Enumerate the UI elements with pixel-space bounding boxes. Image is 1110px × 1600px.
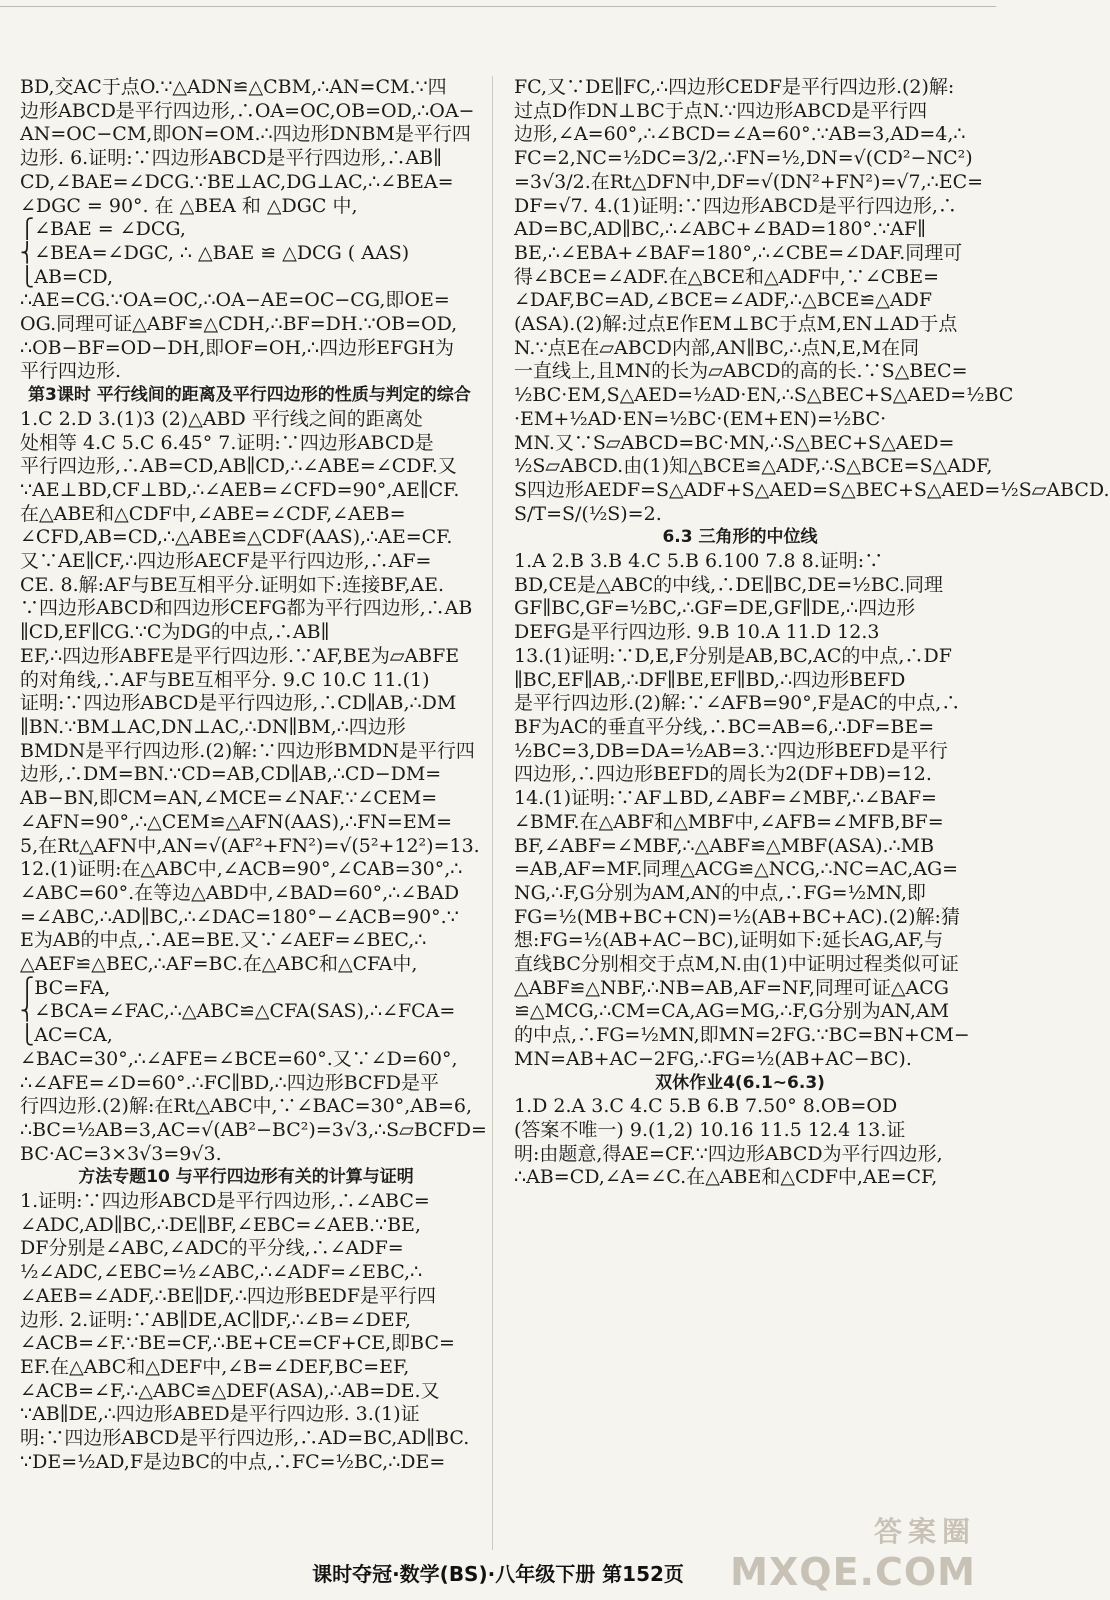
text-line: E为AB的中点,∴AE=BE.又∵∠AEF=∠BEC,∴ — [20, 929, 427, 952]
text-line: ≌△MCG,∴CM=CA,AG=MG,∴F,G分别为AN,AM — [514, 1000, 950, 1023]
text-line: BE,∴∠EBA+∠BAF=180°,∴∠CBE=∠DAF.同理可 — [514, 241, 963, 264]
text-line: ⎧∠BAE = ∠DCG, — [20, 218, 186, 241]
text-line: ∥BN.∵BM⊥AC,DN⊥AC,∴DN∥BM,∴四边形 — [20, 715, 406, 738]
text-line: 处相等 4.C 5.C 6.45° 7.证明:∵四边形ABCD是 — [20, 431, 434, 454]
text-line: BC·AC=3×3√3=9√3. — [20, 1142, 222, 1165]
text-line: ½S▱ABCD.由(1)知△BCE≌△ADF,∴S△BCE=S△ADF, — [514, 455, 993, 478]
text-line: 平行四边形. — [20, 360, 122, 383]
section-heading: 方法专题10 与平行四边形有关的计算与证明 — [78, 1167, 414, 1188]
text-line: =∠ABC,∴AD∥BC,∴∠DAC=180°−∠ACB=90°.∵ — [20, 905, 459, 928]
section-heading: 6.3 三角形的中位线 — [662, 527, 818, 548]
text-line: ⎩AB=CD, — [20, 265, 113, 288]
text-line: 5,在Rt△AFN中,AN=√(AF²+FN²)=√(5²+12²)=13. — [20, 834, 480, 857]
text-line: ∠ACB=∠F.∵BE=CF,∴BE+CE=CF+CE,即BC= — [20, 1332, 455, 1355]
text-line: ∵AE⊥BD,CF⊥BD,∴∠AEB=∠CFD=90°,AE∥CF. — [20, 478, 460, 501]
text-line: ⎧BC=FA, — [20, 976, 111, 999]
text-line: EF.在△ABC和△DEF中,∠B=∠DEF,BC=EF, — [20, 1355, 410, 1378]
text-line: 证明:∵四边形ABCD是平行四边形,∴CD∥AB,∴DM — [20, 692, 457, 715]
text-line: ·EM+½AD·EN=½BC·(EM+EN)=½BC· — [514, 407, 887, 430]
text-line: EF,∴四边形ABFE是平行四边形.∵AF,BE为▱ABFE — [20, 644, 460, 667]
section-heading: 第3课时 平行线间的距离及平行四边形的性质与判定的综合 — [28, 385, 471, 406]
right-column — [514, 76, 1110, 1190]
text-line: 1.A 2.B 3.B 4.C 5.B 6.100 7.8 8.证明:∵ — [514, 550, 884, 573]
text-line: MN.又∵S▱ABCD=BC·MN,∴S△BEC+S△AED= — [514, 431, 955, 454]
text-line: ∠ADC,AD∥BC,∴DE∥BF,∠EBC=∠AEB.∵BE, — [20, 1213, 421, 1236]
text-line: ∠BAC=30°,∴∠AFE=∠BCE=60°.又∵∠D=60°, — [20, 1047, 458, 1070]
text-line: ∵四边形ABCD和四边形CEFG都为平行四边形,∴AB — [20, 597, 473, 620]
text-line: BMDN是平行四边形.(2)解:∵四边形BMDN是平行四 — [20, 739, 475, 762]
text-line: ∠AEB=∠ADF,∴BE∥DF,∴四边形BEDF是平行四 — [20, 1284, 437, 1307]
watermark-cn: 答案圈 — [873, 1515, 976, 1548]
text-line: 边形,∴DM=BN.∵CD=AB,CD∥AB,∴CD−DM= — [20, 763, 442, 786]
text-line: 14.(1)证明:∵AF⊥BD,∠ABF=∠MBF,∴∠BAF= — [514, 787, 937, 810]
text-line: FC,又∵DE∥FC,∴四边形CEDF是平行四边形.(2)解: — [514, 76, 955, 98]
text-line: 一直线上,且MN的长为▱ABCD的高的长.∵S△BEC= — [514, 360, 968, 383]
text-line: ∴∠AFE=∠D=60°.∴FC∥BD,∴四边形BCFD是平 — [20, 1071, 439, 1094]
text-line: BF,∠ABF=∠MBF,∴△ABF≌△MBF(ASA).∴MB — [514, 834, 935, 857]
text-line: ∠CFD,AB=CD,∴△ABE≌△CDF(AAS),∴AE=CF. — [20, 526, 453, 549]
text-line: CD,∠BAE=∠DCG.∵BE⊥AC,DG⊥AC,∴∠BEA= — [20, 170, 454, 193]
text-line: AD=BC,AD∥BC,∴∠ABC+∠BAD=180°.∵AF∥ — [514, 218, 926, 241]
text-line: △AEF≌△BEC,∴AF=BC.在△ABC和△CFA中, — [20, 953, 418, 976]
section-heading: 双休作业4(6.1~6.3) — [655, 1072, 825, 1093]
text-line: AN=OC−CM,即ON=OM.∴四边形DNBM是平行四 — [20, 123, 471, 146]
text-line: 边形,∠A=60°,∴∠BCD=∠A=60°.∵AB=3,AD=4,∴ — [514, 123, 966, 146]
text-line: 明:∵四边形ABCD是平行四边形,∴AD=BC,AD∥BC. — [20, 1427, 470, 1450]
text-line: ⎨∠BCA=∠FAC,∴△ABC≌△CFA(SAS),∴∠FCA= — [20, 1000, 456, 1023]
text-line: ∠AFN=90°,∴△CEM≌△AFN(AAS),∴FN=EM= — [20, 810, 453, 833]
text-line: ∠DAF,BC=AD,∠BCE=∠ADF,∴△BCE≌△ADF — [514, 289, 933, 312]
text-line: ∴AE=CG.∵OA=OC,∴OA−AE=OC−CG,即OE= — [20, 289, 450, 312]
text-line: ∵AB∥DE,∴四边形ABED是平行四边形. 3.(1)证 — [20, 1403, 420, 1426]
text-line: 四边形,∴四边形BEFD的周长为2(DF+DB)=12. — [514, 763, 932, 786]
text-line: 直线BC分别相交于点M,N.由(1)中证明过程类似可证 — [514, 953, 959, 976]
text-line: ½BC=3,DB=DA=½AB=3.∵四边形BEFD是平行 — [514, 739, 948, 762]
top-rule — [0, 6, 996, 7]
text-line: DF分别是∠ABC,∠ADC的平分线,∴∠ADF= — [20, 1237, 404, 1260]
text-line: ⎨∠BEA=∠DGC, ∴ △BAE ≌ △DCG ( AAS) — [20, 241, 410, 264]
text-line: DF=√7. 4.(1)证明:∵四边形ABCD是平行四边形,∴ — [514, 194, 957, 217]
text-line: ∠BMF.在△ABF和△MBF中,∠AFB=∠MFB,BF= — [514, 810, 944, 833]
text-line: ∴OB−BF=OD−DH,即OF=OH,∴四边形EFGH为 — [20, 336, 454, 359]
text-line: (答案不唯一) 9.(1,2) 10.16 11.5 12.4 13.证 — [514, 1118, 906, 1141]
text-line: 1.D 2.A 3.C 4.C 5.B 6.B 7.50° 8.OB=OD — [514, 1095, 898, 1118]
text-line: NG,∴F,G分别为AM,AN的中点,∴FG=½MN,即 — [514, 881, 926, 904]
text-line: 平行四边形,∴AB=CD,AB∥CD,∴∠ABE=∠CDF.又 — [20, 455, 457, 478]
text-line: ∠DGC = 90°. 在 △BEA 和 △DGC 中, — [20, 194, 358, 217]
text-line: 过点D作DN⊥BC于点N.∵四边形ABCD是平行四 — [514, 99, 928, 122]
text-line: 行四边形.(2)解:在Rt△ABC中,∵∠BAC=30°,AB=6, — [20, 1095, 473, 1118]
text-line: 12.(1)证明:在△ABC中,∠ACB=90°,∠CAB=30°,∴ — [20, 858, 463, 881]
text-line: 的中点,∴FG=½MN,即MN=2FG.∵BC=BN+CM− — [514, 1024, 970, 1047]
left-column — [20, 76, 487, 1474]
text-line: (ASA).(2)解:过点E作EM⊥BC于点M,EN⊥AD于点 — [514, 313, 958, 336]
text-line: N.∵点E在▱ABCD内部,AN∥BC,∴点N,E,M在同 — [514, 336, 920, 359]
text-line: BD,交AC于点O.∵△ADN≌△CBM,∴AN=CM.∵四 — [20, 76, 447, 98]
text-line: 又∵AE∥CF,∴四边形AECF是平行四边形,∴AF= — [20, 550, 432, 573]
text-line: △ABF≌△NBF,∴NB=AB,AF=NF,同理可证△ACG — [514, 976, 949, 999]
text-line: ∠ACB=∠F,∴△ABC≌△DEF(ASA),∴AB=DE.又 — [20, 1379, 440, 1402]
text-line: ½∠ADC,∠EBC=½∠ABC,∴∠ADF=∠EBC,∴ — [20, 1261, 423, 1284]
text-line: ∵DE=½AD,F是边BC的中点,∴FC=½BC,∴DE= — [20, 1450, 446, 1473]
text-line: AB−BN,即CM=AN,∠MCE=∠NAF.∵∠CEM= — [20, 787, 438, 810]
text-line: 想:FG=½(AB+AC−BC),证明如下:延长AG,AF,与 — [514, 929, 944, 952]
text-line: MN=AB+AC−2FG,∴FG=½(AB+AC−BC). — [514, 1047, 912, 1070]
text-line: 13.(1)证明:∵D,E,F分别是AB,BC,AC的中点,∴DF — [514, 644, 952, 667]
site-watermark — [730, 1510, 976, 1594]
text-line: BF为AC的垂直平分线,∴BC=AB=6,∴DF=BE= — [514, 715, 935, 738]
text-line: 边形. 6.证明:∵四边形ABCD是平行四边形,∴AB∥ — [20, 147, 442, 170]
text-line: 边形ABCD是平行四边形,∴OA=OC,OB=OD,∴OA− — [20, 99, 475, 122]
text-line: ⎩AC=CA, — [20, 1024, 113, 1047]
text-line: BD,CE是△ABC的中线,∴DE∥BC,DE=½BC.同理 — [514, 573, 943, 596]
text-line: FC=2,NC=½DC=3/2,∴FN=½,DN=√(CD²−NC²) — [514, 147, 973, 170]
text-line: ∥CD,EF∥CG.∵C为DG的中点,∴AB∥ — [20, 621, 330, 644]
text-line: 得∠BCE=∠ADF.在△BCE和△ADF中,∵∠CBE= — [514, 265, 940, 288]
text-line: S/T=S/(½S)=2. — [514, 502, 662, 525]
text-line: CE. 8.解:AF与BE互相平分.证明如下:连接BF,AE. — [20, 573, 445, 596]
text-line: 1.C 2.D 3.(1)3 (2)△ABD 平行线之间的距离处 — [20, 407, 423, 430]
text-line: =3√3/2.在Rt△DFN中,DF=√(DN²+FN²)=√7,∴EC= — [514, 170, 984, 193]
text-line: ∥BC,EF∥AB,∴DF∥BE,EF∥BD,∴四边形BEFD — [514, 668, 906, 691]
text-line: 边形. 2.证明:∵AB∥DE,AC∥DF,∴∠B=∠DEF, — [20, 1308, 411, 1331]
text-line: ∴BC=½AB=3,AC=√(AB²−BC²)=3√3,∴S▱BCFD= — [20, 1118, 487, 1141]
text-line: GF∥BC,GF=½BC,∴GF=DE,GF∥DE,∴四边形 — [514, 597, 916, 620]
text-line: 的对角线,∴AF与BE互相平分. 9.C 10.C 11.(1) — [20, 668, 430, 691]
text-line: FG=½(MB+BC+CN)=½(AB+BC+AC).(2)解:猜 — [514, 905, 960, 928]
text-line: ∠ABC=60°.在等边△ABD中,∠BAD=60°,∴∠BAD — [20, 881, 460, 904]
column-divider — [492, 76, 493, 1550]
text-line: ½BC·EM,S△AED=½AD·EN,∴S△BEC+S△AED=½BC — [514, 384, 1014, 407]
text-line: OG.同理可证△ABF≌△CDH,∴BF=DH.∵OB=OD, — [20, 313, 458, 336]
text-line: 1.证明:∵四边形ABCD是平行四边形,∴∠ABC= — [20, 1190, 430, 1213]
text-line: =AB,AF=MF.同理△ACG≌△NCG,∴NC=AC,AG= — [514, 858, 959, 881]
page-footer: 课时夺冠·数学(BS)·八年级下册 第152页 — [312, 1562, 684, 1586]
text-line: 是平行四边形.(2)解:∵∠AFB=90°,F是AC的中点,∴ — [514, 692, 961, 715]
text-line: 在△ABE和△CDF中,∠ABE=∠CDF,∠AEB= — [20, 502, 406, 525]
watermark-url: MXQE.COM — [730, 1550, 976, 1594]
text-line: ∴AB=CD,∠A=∠C.在△ABE和△CDF中,AE=CF, — [514, 1166, 938, 1189]
text-line: DEFG是平行四边形. 9.B 10.A 11.D 12.3 — [514, 621, 880, 644]
text-line: 明:由题意,得AE=CF.∵四边形ABCD为平行四边形, — [514, 1142, 943, 1165]
text-line: S四边形AEDF=S△ADF+S△AED=S△BEC+S△AED=½S▱ABCD. — [514, 478, 1110, 501]
